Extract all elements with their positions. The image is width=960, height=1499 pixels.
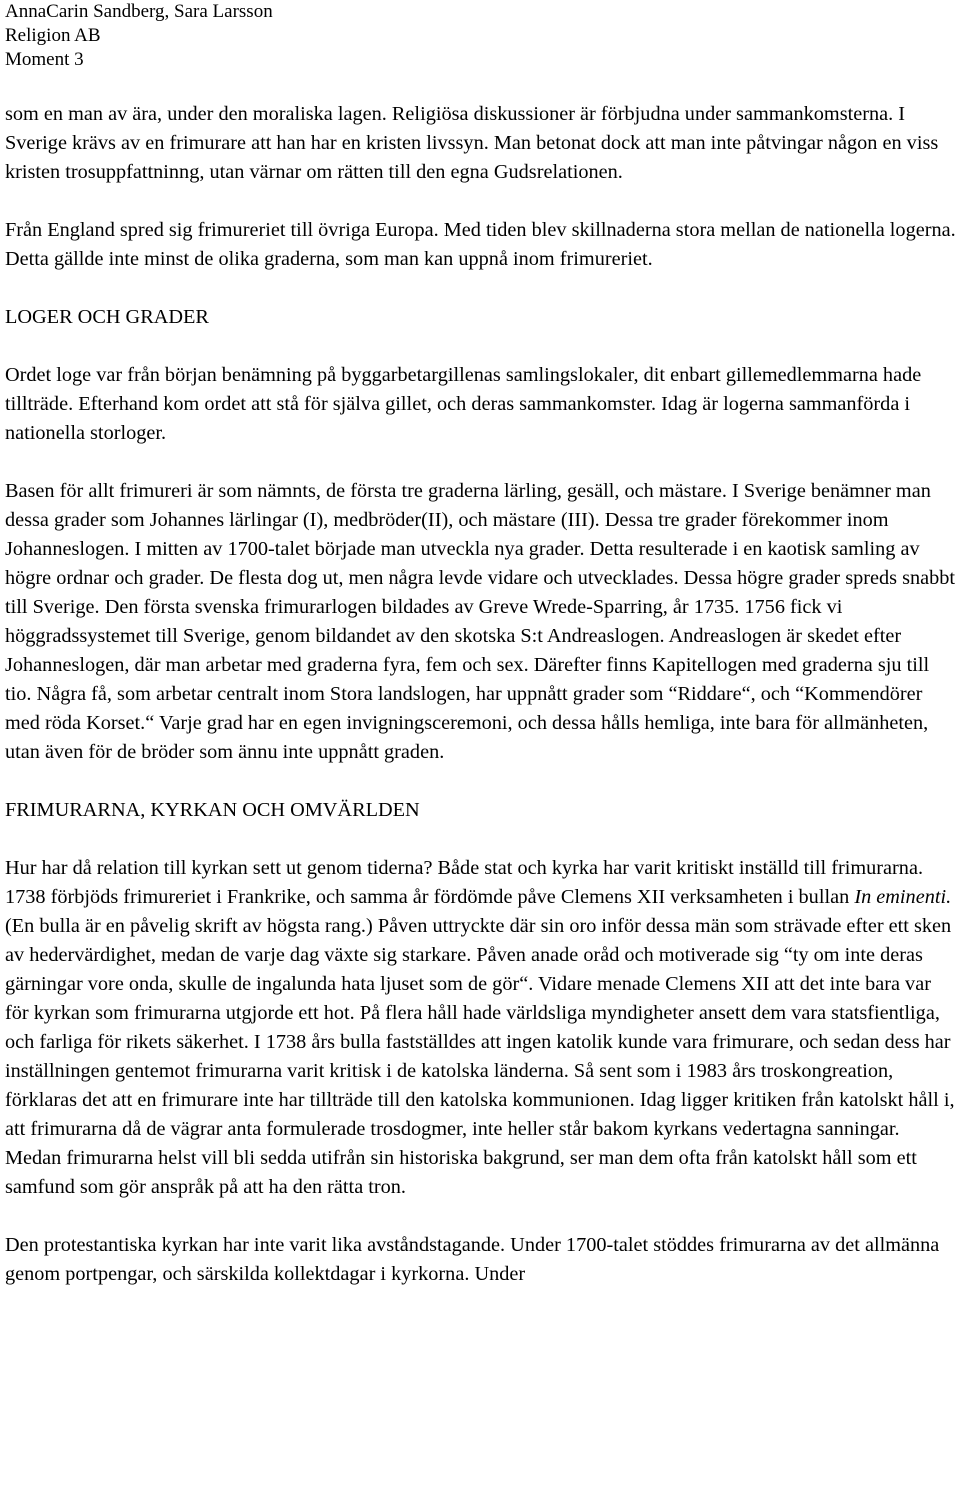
document-header (5, 0, 957, 72)
section-heading-frimurarna: FRIMURARNA, KYRKAN OCH OMVÄRLDEN (5, 799, 420, 821)
header-moment: Moment 3 (5, 49, 84, 70)
paragraph-4: Basen för allt frimureri är som nämnts, de första tre graderna lärling, gesäll, och mästare. I Sverige benämner man dessa grader som Johannes lärlingar (I), medbröder(II), och mästare (III). Dessa tre grader förekommer inom Johanneslogen. I mitten av 1700-talet började man utveckla nya grader. Detta resulterade i en kaotisk samling av högre ordnar och grader. De flesta dog ut, men några levde vidare och utvecklades. Dessa högre grader spreds snabbt till Sverige. Den första svenska frimurarlogen bildades av Greve Wrede-Sparring, år 1735. 1756 fick vi höggradssystemet till Sverige, genom bildandet av den skotska S:t Andreaslogen. Andreaslogen är skedet efter Johanneslogen, där man arbetar med graderna fyra, fem och sex. Därefter finns Kapitellogen med graderna sju till tio. Några få, som arbetar centralt inom Stora landslogen, har uppnått grader som “Riddare“, och “Kommendörer med röda Korset.“ Varje grad har en egen invigningsceremoni, och dessa hålls hemliga, inte bara för allmänheten, utan även för de bröder som ännu inte uppnått graden. (5, 480, 956, 763)
header-authors: AnnaCarin Sandberg, Sara Larsson (5, 1, 273, 22)
paragraph-6: Den protestantiska kyrkan har inte varit lika avståndstagande. Under 1700-talet stöddes frimurarna av det allmänna genom portpengar, och särskilda kollektdagar i kyrkorna. Under (5, 1234, 940, 1285)
paragraph-3: Ordet loge var från början benämning på byggarbetargillenas samlingslokaler, dit enbart gillemedlemmarna hade tillträde. Efterhand kom ordet att stå för själva gillet, och deras sammankomster. Idag är logerna sammanförda i nationella storloger. (5, 364, 922, 444)
header-course: Religion AB (5, 25, 101, 46)
paragraph-5-text-a: Hur har då relation till kyrkan sett ut genom tiderna? Både stat och kyrka har varit kritiskt inställd till frimurarna. 1738 förbjöds frimureriet i Frankrike, och samma år fördömde påve Clemens XII verksamheten i bullan (5, 857, 924, 908)
paragraph-5 (5, 854, 957, 1202)
document-body (5, 100, 957, 1289)
paragraph-2: Från England spred sig frimureriet till övriga Europa. Med tiden blev skillnaderna stora mellan de nationella logerna. Detta gällde inte minst de olika graderna, som man kan uppnå inom frimureriet. (5, 219, 956, 270)
bulla-title: In eminenti. (854, 886, 952, 908)
paragraph-1: som en man av ära, under den moraliska lagen. Religiösa diskussioner är förbjudna under sammankomsterna. I Sverige krävs av en frimurare att han har en kristen livssyn. Man betonat dock att man inte påtvingar någon en viss kristen trosuppfattninng, utan värnar om rätten till den egna Gudsrelationen. (5, 103, 939, 183)
paragraph-5-text-b: (En bulla är en påvelig skrift av högsta rang.) Påven uttryckte där sin oro inför dessa män som strävade efter ett sken av hedervärdighet, medan de varje dag växte sig starkare. Påven anade oråd och motiverade sig “ty om inte deras gärningar vore onda, skulle de ingalunda hata ljuset som de gör“. Vidare menade Clemens XII att det inte bara var för kyrkan som frimurarna utgjorde ett hot. På flera håll hade världsliga myndigheter ansett dem vara statsfientliga, och farliga för rikets säkerhet. I 1738 års bulla fastställdes att ingen katolik kunde vara frimurare, och sedan dess har inställningen gentemot frimurarna varit kritisk i de katolska länderna. Så sent som i 1983 års troskongreation, förklaras det att en frimurare inte har tillträde till den katolska kommunionen. Idag ligger kritiken från katolskt håll i, att frimurarna då de vägrar anta formulerade trosdogmer, inte heller står bakom kyrkans vedertagna sanningar. Medan frimurarna helst vill bli sedda utifrån sin historiska bakgrund, ser man dem ofta från katolskt håll som ett samfund som gör anspråk på att ha den rätta tron. (5, 915, 955, 1198)
section-heading-loger: LOGER OCH GRADER (5, 306, 209, 328)
document-page (5, 0, 957, 1289)
